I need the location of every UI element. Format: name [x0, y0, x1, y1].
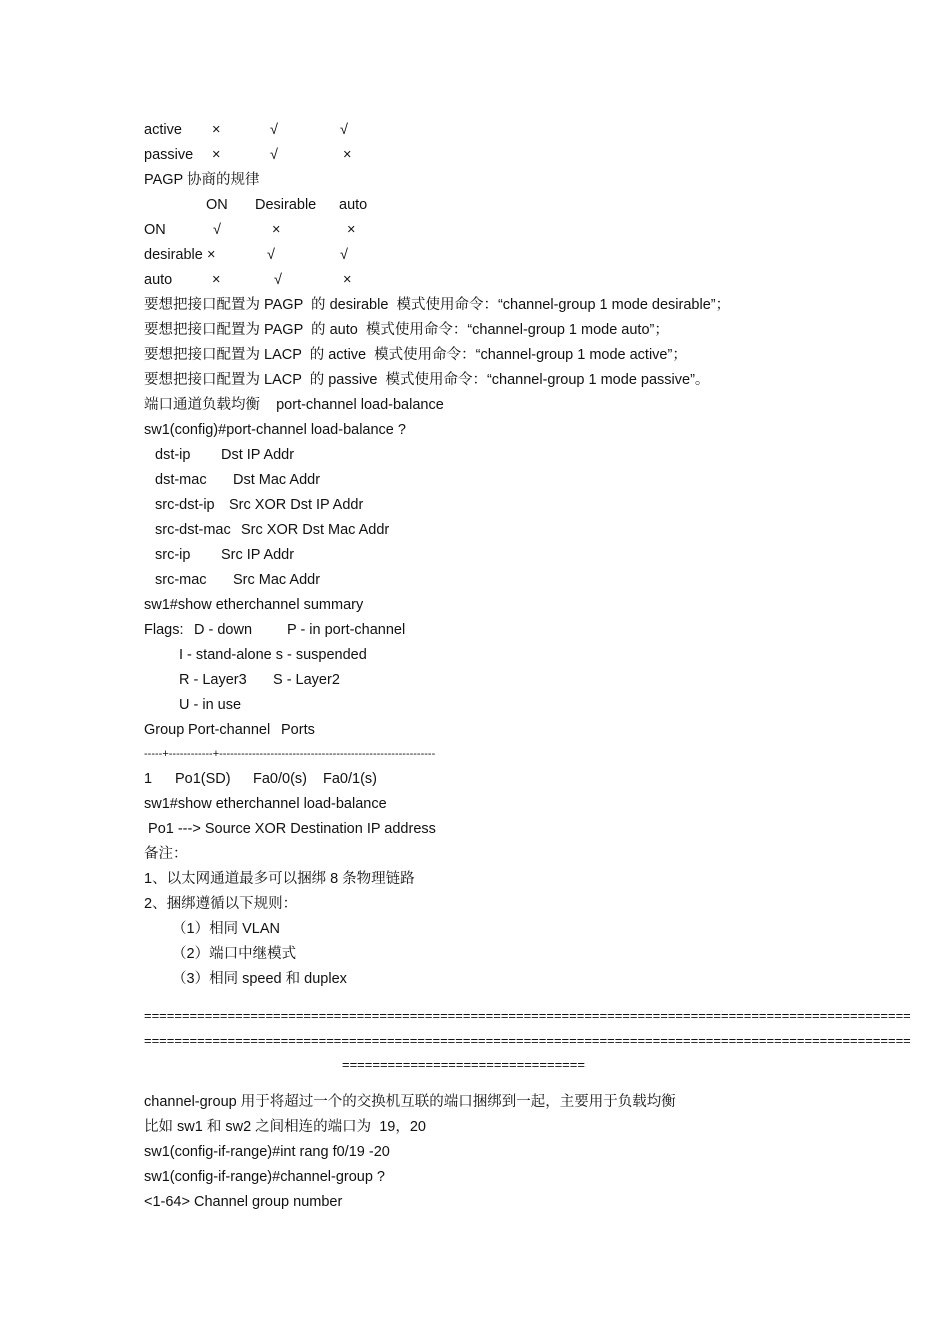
flag: U - in use	[179, 697, 242, 713]
note-item: 2、捆绑遵循以下规则：	[144, 896, 298, 912]
notes-title: 备注：	[144, 846, 188, 862]
row-label: ON	[144, 222, 166, 238]
lb-show-command: sw1#show etherchannel load-balance	[144, 796, 387, 812]
lb-result: Po1 ---> Source XOR Destination IP address	[144, 821, 436, 837]
cell: Fa0/0(s)	[253, 771, 307, 787]
option-desc: Src XOR Dst IP Addr	[229, 497, 364, 513]
header-cell: Ports	[281, 722, 315, 738]
cell: √	[340, 122, 348, 138]
row-label: active	[144, 122, 182, 138]
option-key: src-mac	[155, 572, 207, 588]
mode-line: 要想把接口配置为 PAGP 的 desirable 模式使用命令：“channel-group 1 mode desirable”；	[144, 297, 731, 313]
flag: I - stand-alone s - suspended	[179, 647, 367, 663]
cell: ×	[347, 222, 356, 238]
divider-line: =====================================================================================================	[144, 1008, 911, 1023]
flags-label: Flags:	[144, 622, 184, 638]
cell: ×	[212, 122, 221, 138]
cell: √	[270, 122, 278, 138]
cell: √	[267, 247, 275, 263]
cell: √	[270, 147, 278, 163]
cell: ×	[212, 147, 221, 163]
option-key: src-ip	[155, 547, 191, 563]
cell: Po1(SD)	[175, 771, 231, 787]
option-key: src-dst-ip	[155, 497, 215, 513]
mode-line: 要想把接口配置为 LACP 的 passive 模式使用命令：“channel-group 1 mode passive”。	[144, 372, 710, 388]
cell: Fa0/1(s)	[323, 771, 377, 787]
option-key: dst-ip	[155, 447, 191, 463]
cell: ×	[343, 147, 352, 163]
header-cell: Desirable	[255, 197, 317, 213]
summary-command: sw1#show etherchannel summary	[144, 597, 364, 613]
flag: R - Layer3	[179, 672, 247, 688]
flag: P - in port-channel	[287, 622, 406, 638]
flag: D - down	[194, 622, 253, 638]
cell: √	[274, 272, 282, 288]
cell: √	[213, 222, 221, 238]
divider-line: =====================================================================================================	[144, 1033, 911, 1048]
cg-line: sw1(config-if-range)#channel-group ?	[144, 1169, 385, 1185]
mode-line: 要想把接口配置为 PAGP 的 auto 模式使用命令：“channel-group 1 mode auto”；	[144, 322, 669, 338]
cg-line: sw1(config-if-range)#int rang f0/19 -20	[144, 1144, 390, 1160]
option-key: dst-mac	[155, 472, 207, 488]
note-item: 1、以太网通道最多可以捆绑 8 条物理链路	[144, 871, 415, 887]
cell: ×	[207, 247, 216, 263]
lb-title: 端口通道负载均衡 port-channel load-balance	[144, 397, 444, 413]
cell: ×	[272, 222, 281, 238]
lb-command: sw1(config)#port-channel load-balance ?	[144, 422, 406, 438]
rule-item: （3）相同 speed 和 duplex	[172, 971, 347, 987]
row-label: desirable	[144, 247, 203, 263]
option-desc: Dst IP Addr	[221, 447, 295, 463]
header-cell: auto	[339, 197, 368, 213]
pagp-title: PAGP 协商的规律	[144, 172, 260, 188]
header-cell: Port-channel	[188, 722, 271, 738]
option-key: src-dst-mac	[155, 522, 231, 538]
cg-line: 比如 sw1 和 sw2 之间相连的端口为 19，20	[144, 1119, 426, 1135]
cell: √	[340, 247, 348, 263]
flag: S - Layer2	[273, 672, 340, 688]
option-desc: Src Mac Addr	[233, 572, 321, 588]
option-desc: Src IP Addr	[221, 547, 295, 563]
cell: 1	[144, 771, 153, 787]
cg-line: channel-group 用于将超过一个的交换机互联的端口捆绑到一起，主要用于负载均衡	[144, 1094, 676, 1110]
cg-line: <1-64> Channel group number	[144, 1194, 343, 1210]
option-desc: Dst Mac Addr	[233, 472, 321, 488]
mode-line: 要想把接口配置为 LACP 的 active 模式使用命令：“channel-group 1 mode active”；	[144, 347, 687, 363]
row-label: passive	[144, 147, 194, 163]
header-cell: ON	[206, 197, 228, 213]
rule-item: （2）端口中继模式	[172, 946, 297, 962]
option-desc: Src XOR Dst Mac Addr	[241, 522, 390, 538]
cell: ×	[212, 272, 221, 288]
row-label: auto	[144, 272, 173, 288]
table-separator: -----+------------+-----------------------------------------------------------	[144, 748, 436, 760]
divider-line: ================================	[342, 1057, 585, 1072]
header-cell: Group	[144, 722, 185, 738]
cell: ×	[343, 272, 352, 288]
rule-item: （1）相同 VLAN	[172, 921, 280, 937]
